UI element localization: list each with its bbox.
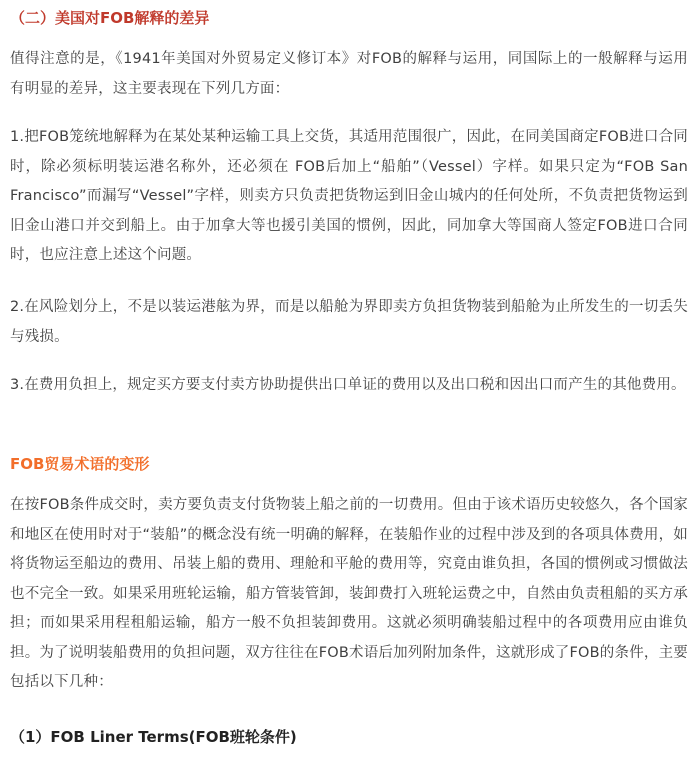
section-heading-us-fob-differences: （二）美国对FOB解释的差异 bbox=[10, 9, 210, 27]
intro-paragraph: 值得注意的是，《1941年美国对外贸易定义修订本》对FOB的解释与运用，同国际上的一般解释与运用有明显的差异，这主要表现在下列几方面： bbox=[10, 51, 688, 97]
point-2-paragraph: 2.在风险划分上，不是以装运港舷为界，而是以船舱为界即卖方负担货物装到船舱为止所发生的一切丢失与残损。 bbox=[10, 299, 688, 345]
subheading-fob-liner-terms: （1）FOB Liner Terms(FOB班轮条件) bbox=[10, 728, 297, 746]
section-heading-fob-variants: FOB贸易术语的变形 bbox=[10, 455, 150, 473]
point-1-paragraph: 1.把FOB笼统地解释为在某处某种运输工具上交货，其适用范围很广，因此，在同美国商定FOB进口合同时，除必须标明装运港名称外，还必须在 FOB后加上“船舶”（Vessel）字样。如果只定为“FOB San Francisco”而漏写“Vessel”字样，则卖方只负责把货物运到旧金山城内的任何处所，不负责把货物运到旧金山港口并交到船上。由于加拿大等也援引美国的惯例，因此，同加拿大等国商人签定FOB进口合同时，也应注意上述这个问题。 bbox=[10, 129, 688, 263]
point-3-paragraph: 3.在费用负担上，规定买方要支付卖方协助提供出口单证的费用以及出口税和因出口而产生的其他费用。 bbox=[10, 377, 686, 393]
fob-variants-paragraph: 在按FOB条件成交时，卖方要负责支付货物装上船之前的一切费用。但由于该术语历史较悠久，各个国家和地区在使用时对于“装船”的概念没有统一明确的解释，在装船作业的过程中涉及到的各项具体费用，如将货物运至船边的费用、吊装上船的费用、理舱和平舱的费用等，究竟由谁负担，各国的惯例或习惯做法也不完全一致。如果采用班轮运输，船方管装管卸，装卸费打入班轮运费之中，自然由负责租船的买方承担；而如果采用程租船运输，船方一般不负担装卸费用。这就必须明确装船过程中的各项费用应由谁负担。为了说明装船费用的负担问题，双方往往在FOB术语后加列附加条件，这就形成了FOB的条件，主要包括以下几种： bbox=[10, 497, 688, 690]
